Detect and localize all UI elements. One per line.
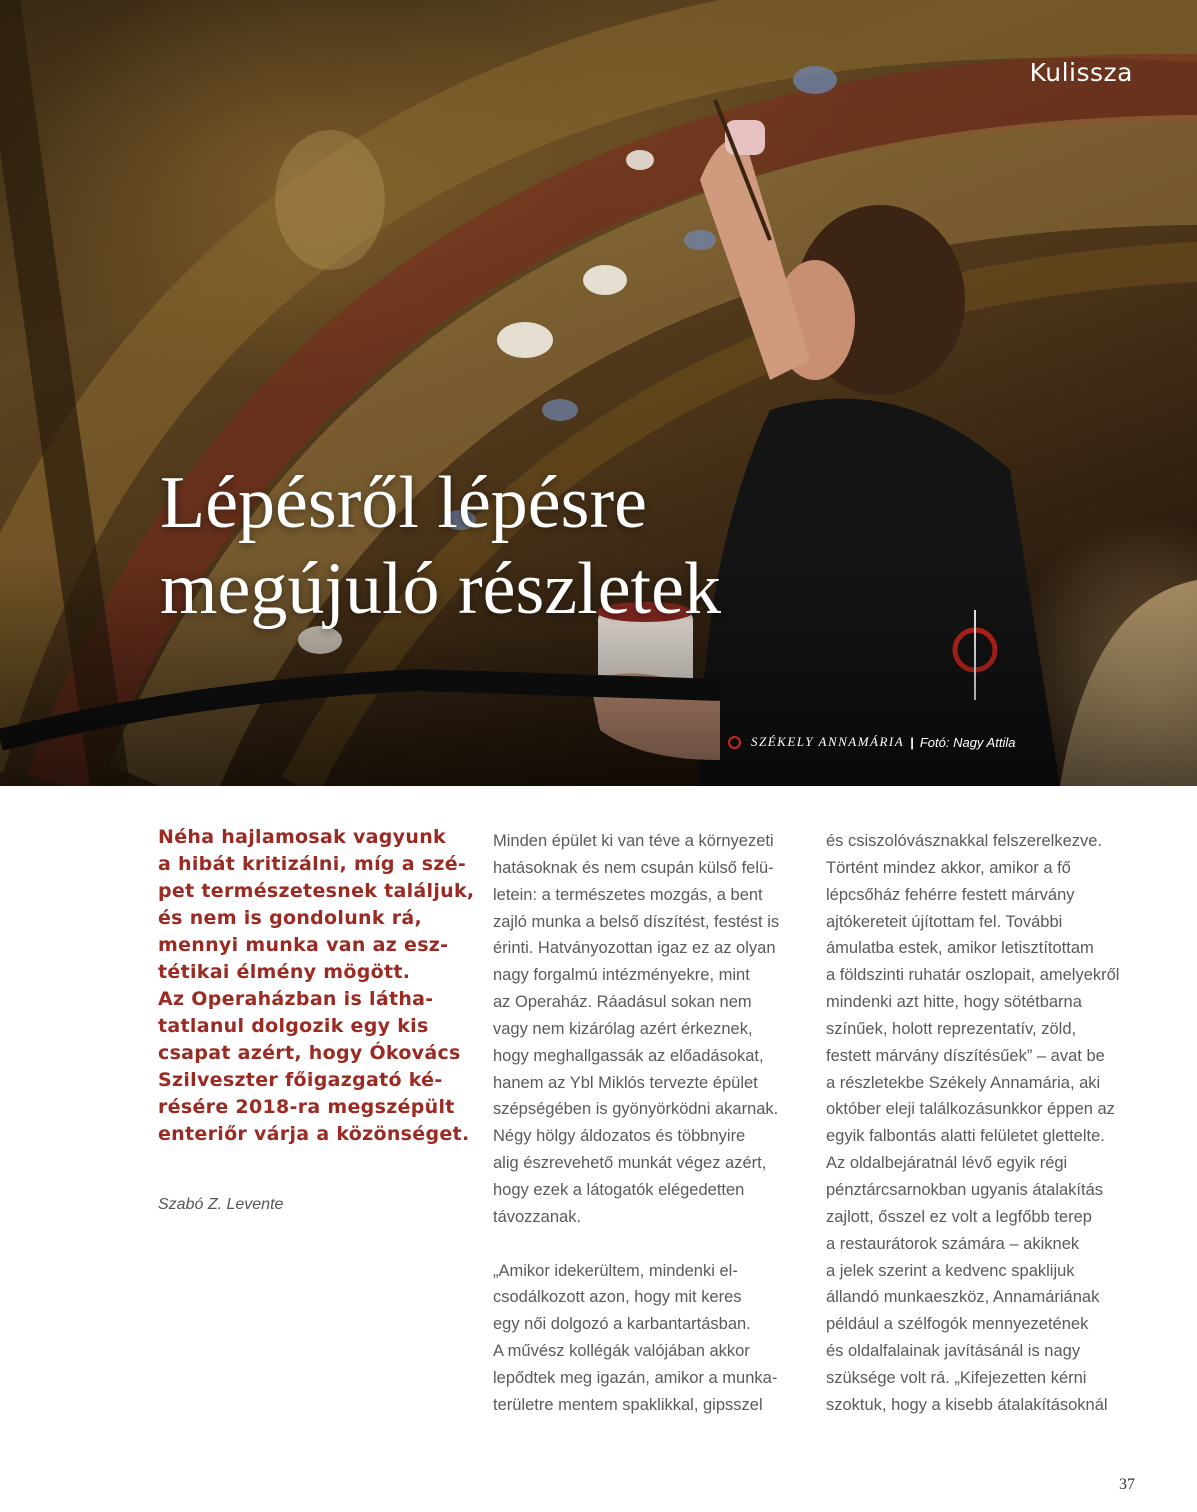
body-line: szoktuk, hogy a kisebb átalakításoknál (826, 1395, 1108, 1414)
body-line: zajlott, ősszel ez volt a legfőbb terep (826, 1207, 1092, 1226)
body-line: letein: a természetes mozgás, a bent (493, 885, 763, 904)
body-column-1 (493, 828, 813, 1419)
body-line: „Amikor idekerültem, mindenki el- (493, 1261, 738, 1280)
lead-line: Az Operaházban is látha- (158, 988, 434, 1010)
body-line: a részletekbe Székely Annamária, aki (826, 1073, 1101, 1092)
body-line: zajló munka a belső díszítést, festést is (493, 912, 780, 931)
lead-line: pet természetesnek találjuk, (158, 880, 475, 902)
author-byline: Szabó Z. Levente (158, 1196, 284, 1213)
body-line: október eleji találkozásunkkor éppen az (826, 1100, 1115, 1119)
lead-line: mennyi munka van az esz- (158, 934, 449, 956)
body-line: például a szélfogók mennyezetének (826, 1315, 1089, 1334)
body-line: festett márvány díszítésűek” – avat be (826, 1046, 1105, 1065)
lead-line: résére 2018-ra megszépült (158, 1096, 455, 1118)
body-line: csodálkozott azon, hogy mit keres (493, 1288, 742, 1307)
body-line: nagy forgalmú intézményekre, mint (493, 966, 750, 985)
article-title (160, 460, 960, 632)
body-line: érinti. Hatványozottan igaz ez az olyan (493, 939, 776, 958)
title-line: Lépésről lépésre (160, 461, 647, 544)
body-column-2 (826, 828, 1146, 1419)
body-line: és oldalfalainak javításánál is nagy (826, 1342, 1081, 1361)
photo-credit: Fotó: Nagy Attila (919, 734, 1016, 750)
body-line: távozzanak. (493, 1207, 582, 1226)
body-line: az Operaház. Ráadásul sokan nem (493, 993, 752, 1012)
paragraph-gap (493, 1231, 813, 1258)
lead-line: csapat azért, hogy Ókovács (158, 1042, 461, 1064)
body-line: pénztárcsarnokban ugyanis átalakítás (826, 1180, 1104, 1199)
body-line: egy női dolgozó a karbantartásban. (493, 1315, 751, 1334)
lead-line: enteriőr várja a közönséget. (158, 1123, 470, 1145)
body-line: színűek, holott reprezentatív, zöld, (826, 1019, 1077, 1038)
body-line: Az oldalbejáratnál lévő egyik régi (826, 1154, 1068, 1173)
circle-bullet-icon (728, 736, 741, 749)
lead-line: a hibát kritizálni, míg a szé- (158, 853, 467, 875)
title-line: megújuló részletek (160, 547, 721, 630)
body-line: ajtókereteit újítottam fel. További (826, 912, 1063, 931)
body-line: Történt mindez akkor, amikor a fő (826, 858, 1071, 877)
caption-subject-name: SZÉKELY ANNAMÁRIA (751, 734, 905, 749)
lead-line: tétikai élmény mögött. (158, 961, 411, 983)
body-line: a restaurátorok számára – akiknek (826, 1234, 1080, 1253)
body-line: állandó munkaeszköz, Annamáriának (826, 1288, 1100, 1307)
body-line: a földszinti ruhatár oszlopait, amelyekről (826, 966, 1120, 985)
body-line: ámulatba estek, amikor letisztítottam (826, 939, 1094, 958)
body-line: vagy nem kizárólag azért érkeznek, (493, 1019, 753, 1038)
body-line: mindenki azt hitte, hogy sötétbarna (826, 993, 1082, 1012)
lead-line: tatlanul dolgozik egy kis (158, 1015, 429, 1037)
body-line: hatásoknak és nem csupán külső felü- (493, 858, 774, 877)
page-number: 37 (1119, 1476, 1135, 1493)
lead-line: és nem is gondolunk rá, (158, 907, 423, 929)
body-line: lépcsőház fehérre festett márvány (826, 885, 1075, 904)
body-line: és csiszolóvásznakkal felszerelkezve. (826, 832, 1103, 850)
body-line: területre mentem spaklikkal, gipsszel (493, 1395, 763, 1414)
body-line: hanem az Ybl Miklós tervezte épület (493, 1073, 758, 1092)
body-line: Négy hölgy áldozatos és többnyire (493, 1127, 746, 1146)
body-line: szépségében is gyönyörködni akarnak. (493, 1100, 779, 1119)
lead-line: Szilveszter főigazgató ké- (158, 1069, 443, 1091)
body-line: a jelek szerint a kedvenc spaklijuk (826, 1261, 1075, 1280)
caption-separator: | (910, 734, 914, 750)
section-label: Kulissza (1029, 58, 1133, 87)
lead-line: Néha hajlamosak vagyunk (158, 826, 446, 848)
body-line: A művész kollégák valójában akkor (493, 1342, 750, 1361)
lead-paragraph (158, 824, 475, 1148)
photo-caption (728, 734, 1015, 750)
body-line: szüksége volt rá. „Kifejezetten kérni (826, 1368, 1087, 1387)
body-line: alig észrevehető munkát végez azért, (493, 1154, 767, 1173)
body-line: hogy meghallgassák az előadásokat, (493, 1046, 764, 1065)
body-line: hogy ezek a látogatók elégedetten (493, 1180, 745, 1199)
body-line: lepődtek meg igazán, amikor a munka- (493, 1368, 778, 1387)
body-line: Minden épület ki van téve a környezeti (493, 832, 774, 850)
body-line: egyik falbontás alatti felületet glettelte. (826, 1127, 1105, 1146)
